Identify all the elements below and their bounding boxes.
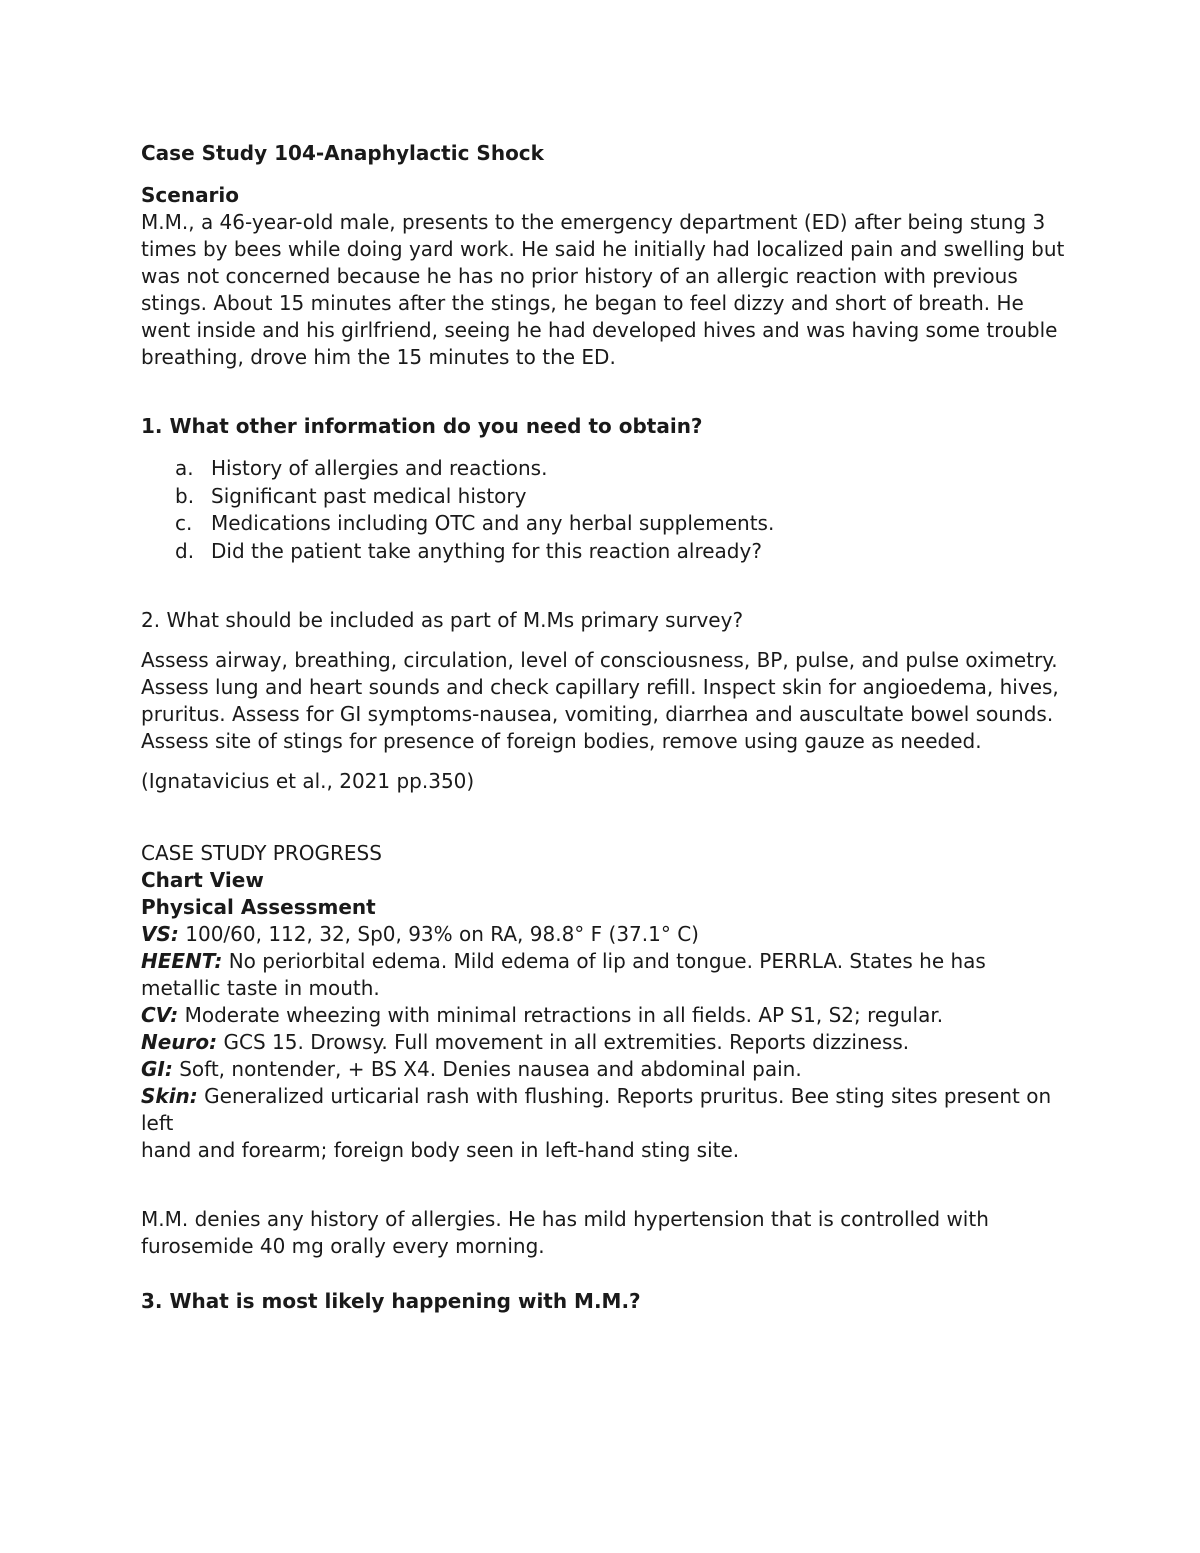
citation: (Ignatavicius et al., 2021 pp.350) bbox=[141, 769, 475, 793]
case-study-progress bbox=[141, 840, 1071, 1164]
question-3: 3. What is most likely happening with M.M.? bbox=[141, 1289, 641, 1313]
list-item bbox=[141, 538, 1071, 566]
scenario-heading: Scenario bbox=[141, 183, 240, 207]
list-marker: c. bbox=[175, 511, 193, 535]
question-1: 1. What other information do you need to obtain? bbox=[141, 414, 703, 438]
list-item bbox=[141, 510, 1071, 538]
skin-label: Skin: bbox=[141, 1084, 198, 1108]
question-2: 2. What should be included as part of M.Ms primary survey? bbox=[141, 608, 744, 632]
medical-history-text: M.M. denies any history of allergies. He has mild hypertension that is controlled with furosemide 40 mg orally every morning. bbox=[141, 1207, 989, 1258]
neuro-label: Neuro: bbox=[141, 1030, 218, 1054]
skin-line-continued: hand and forearm; foreign body seen in left-hand sting site. bbox=[141, 1138, 740, 1162]
question-2-answer: Assess airway, breathing, circulation, level of consciousness, BP, pulse, and pulse oximetry. Assess lung and heart sounds and check capillary refill. Inspect skin for angioedema, hives, pruritus. Assess for GI symptoms-nausea, vomiting, diarrhea and auscultate bowel sounds. Assess site of stings for presence of foreign bodies, remove using gauze as needed. bbox=[141, 648, 1059, 753]
heent-text: No periorbital edema. Mild edema of lip and tongue. PERRLA. States he has metallic taste in mouth. bbox=[141, 949, 986, 1000]
vs-text: 100/60, 112, 32, Sp0, 93% on RA, 98.8° F (37.1° C) bbox=[178, 922, 699, 946]
cv-text: Moderate wheezing with minimal retractions in all fields. AP S1, S2; regular. bbox=[178, 1003, 944, 1027]
progress-heading: CASE STUDY PROGRESS bbox=[141, 841, 382, 865]
list-item-text: Significant past medical history bbox=[211, 483, 527, 508]
scenario-text: M.M., a 46-year-old male, presents to the emergency department (ED) after being stung 3 times by bees while doing yard work. He said he initially had localized pain and swelling but was not concerned because he has no prior history of an allergic reaction with previous stings. About 15 minutes after the stings, he began to feel dizzy and short of breath. He went inside and his girlfriend, seeing he had developed hives and was having some trouble breathing, drove him the 15 minutes to the ED. bbox=[141, 210, 1065, 369]
neuro-line bbox=[141, 1029, 1071, 1056]
list-marker: a. bbox=[175, 456, 194, 480]
list-item bbox=[141, 483, 1071, 511]
list-item bbox=[141, 455, 1071, 483]
heent-line bbox=[141, 948, 1071, 1002]
gi-text: Soft, nontender, + BS X4. Denies nausea and abdominal pain. bbox=[172, 1057, 802, 1081]
list-item-text: Did the patient take anything for this reaction already? bbox=[211, 538, 762, 563]
skin-text: Generalized urticarial rash with flushing. Reports pruritus. Bee sting sites present on left bbox=[141, 1084, 1052, 1135]
list-marker: d. bbox=[175, 538, 195, 563]
heent-label: HEENT: bbox=[141, 949, 223, 973]
skin-line bbox=[141, 1083, 1071, 1137]
vs-label: VS: bbox=[141, 922, 179, 946]
cv-label: CV: bbox=[141, 1003, 179, 1027]
gi-line bbox=[141, 1056, 1071, 1083]
vs-line bbox=[141, 921, 1071, 948]
cv-line bbox=[141, 1002, 1071, 1029]
document-title: Case Study 104-Anaphylactic Shock bbox=[141, 141, 544, 165]
document-page bbox=[141, 139, 1071, 1315]
list-item-text: Medications including OTC and any herbal supplements. bbox=[211, 511, 775, 535]
gi-label: GI: bbox=[141, 1057, 173, 1081]
list-item-text: History of allergies and reactions. bbox=[211, 456, 548, 480]
physical-assessment-heading: Physical Assessment bbox=[141, 895, 376, 919]
question-1-answer-list bbox=[141, 455, 1071, 565]
list-marker: b. bbox=[175, 483, 195, 508]
chart-view-heading: Chart View bbox=[141, 868, 264, 892]
neuro-text: GCS 15. Drowsy. Full movement in all extremities. Reports dizziness. bbox=[217, 1030, 910, 1054]
